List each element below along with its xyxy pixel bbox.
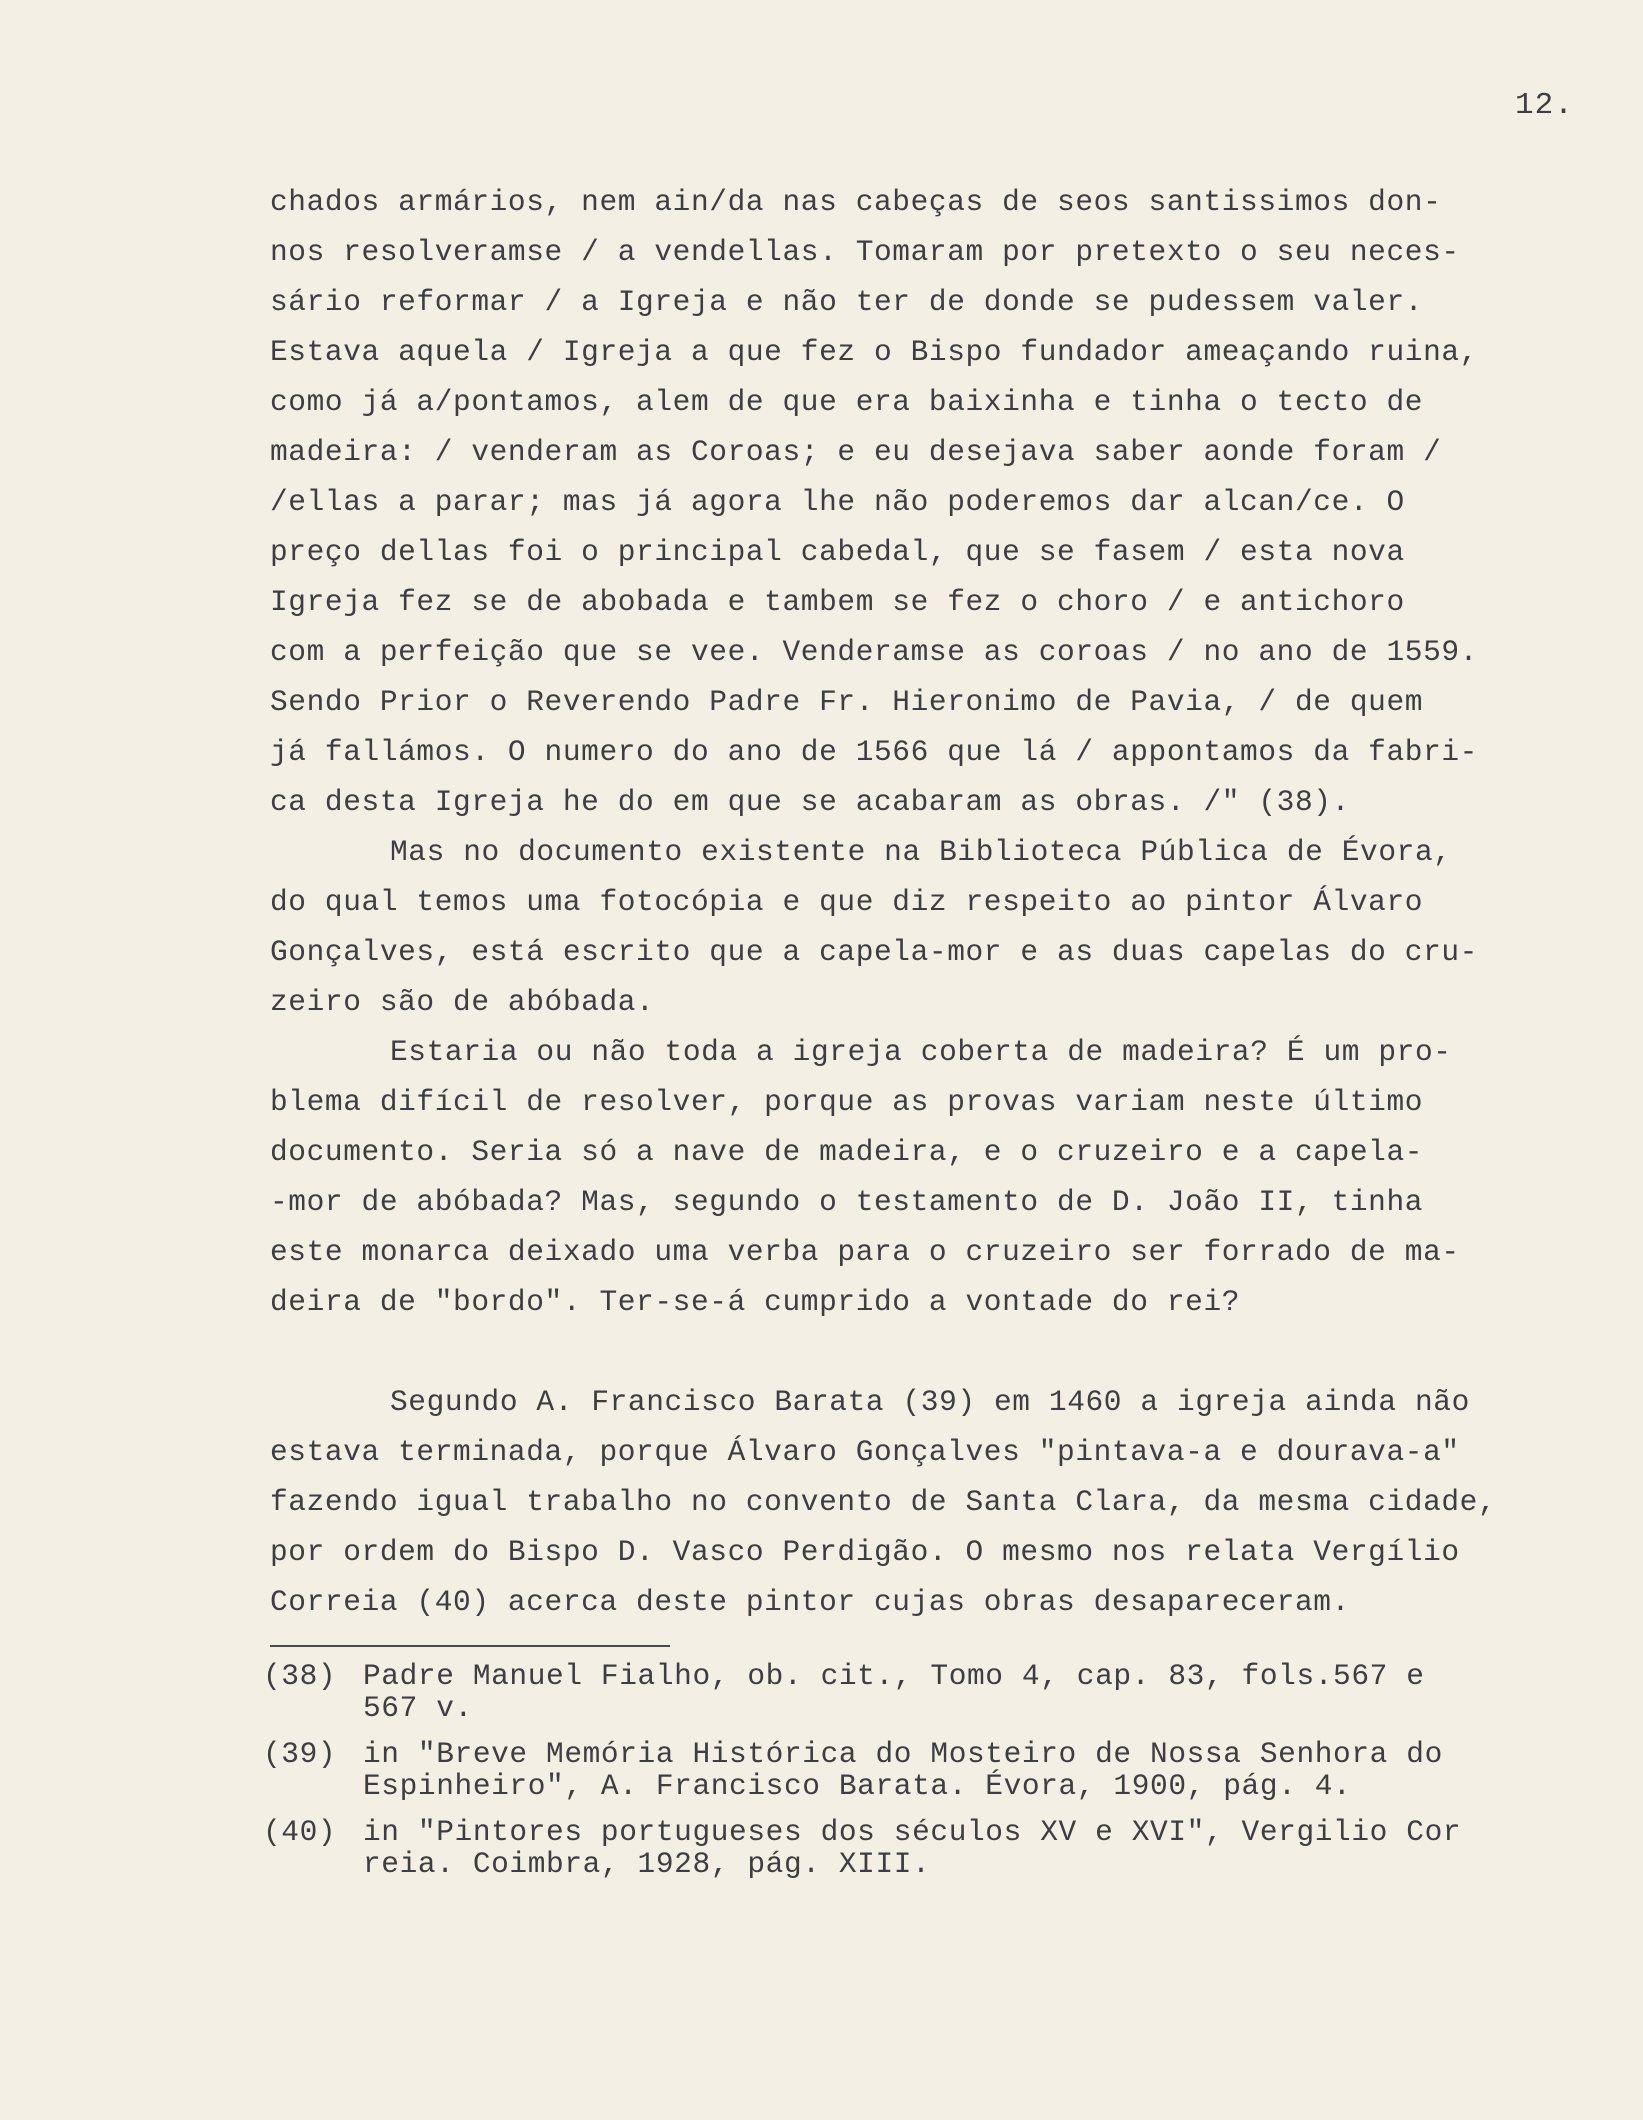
page-number: 12. bbox=[1515, 88, 1574, 123]
text-line: ca desta Igreja he do em que se acabaram as obras. /" (38). bbox=[270, 785, 1350, 819]
text-line: Segundo A. Francisco Barata (39) em 1460 a igreja ainda não bbox=[390, 1385, 1470, 1419]
footnote-number: (39) bbox=[263, 1737, 337, 1771]
text-line: chados armários, nem ain/da nas cabeças de seos santissimos don- bbox=[270, 185, 1442, 219]
footnote-text-line: 567 v. bbox=[363, 1691, 473, 1725]
text-line: Estava aquela / Igreja a que fez o Bispo fundador ameaçando ruina, bbox=[270, 335, 1478, 369]
text-line: preço dellas foi o principal cabedal, que se fasem / esta nova bbox=[270, 535, 1405, 569]
footnote-divider bbox=[270, 1645, 670, 1647]
footnote-text-line: in "Breve Memória Histórica do Mosteiro de Nossa Senhora do bbox=[363, 1737, 1443, 1771]
footnotes bbox=[263, 1660, 1603, 1894]
text-line: fazendo igual trabalho no convento de Santa Clara, da mesma cidade, bbox=[270, 1485, 1497, 1519]
text-line: /ellas a parar; mas já agora lhe não poderemos dar alcan/ce. O bbox=[270, 485, 1405, 519]
text-line: como já a/pontamos, alem de que era baixinha e tinha o tecto de bbox=[270, 385, 1424, 419]
footnote-number: (40) bbox=[263, 1815, 337, 1849]
text-line: madeira: / venderam as Coroas; e eu desejava saber aonde foram / bbox=[270, 435, 1442, 469]
text-line: Gonçalves, está escrito que a capela-mor e as duas capelas do cru- bbox=[270, 935, 1478, 969]
text-line: estava terminada, porque Álvaro Gonçalves "pintava-a e dourava-a" bbox=[270, 1435, 1460, 1469]
text-line: este monarca deixado uma verba para o cruzeiro ser forrado de ma- bbox=[270, 1235, 1460, 1269]
body-text bbox=[270, 177, 1600, 1627]
text-line: com a perfeição que se vee. Venderamse as coroas / no ano de 1559. bbox=[270, 635, 1478, 669]
text-line: Estaria ou não toda a igreja coberta de madeira? É um pro- bbox=[390, 1035, 1452, 1069]
text-line: Correia (40) acerca deste pintor cujas obras desapareceram. bbox=[270, 1585, 1350, 1619]
footnote-text-line: Padre Manuel Fialho, ob. cit., Tomo 4, cap. 83, fols.567 e bbox=[363, 1659, 1425, 1693]
paragraph-gap bbox=[270, 1327, 1600, 1377]
text-line: sário reformar / a Igreja e não ter de donde se pudessem valer. bbox=[270, 285, 1424, 319]
footnote bbox=[263, 1816, 1603, 1880]
text-line: do qual temos uma fotocópia e que diz respeito ao pintor Álvaro bbox=[270, 885, 1424, 919]
footnote-text-line: reia. Coimbra, 1928, pág. XIII. bbox=[363, 1847, 931, 1881]
text-line: nos resolveramse / a vendellas. Tomaram por pretexto o seu neces- bbox=[270, 235, 1460, 269]
text-line: Igreja fez se de abobada e tambem se fez o choro / e antichoro bbox=[270, 585, 1405, 619]
text-line: zeiro são de abóbada. bbox=[270, 985, 655, 1019]
text-line: -mor de abóbada? Mas, segundo o testamento de D. João II, tinha bbox=[270, 1185, 1424, 1219]
footnote-text-line: Espinheiro", A. Francisco Barata. Évora, 1900, pág. 4. bbox=[363, 1769, 1352, 1803]
text-line: por ordem do Bispo D. Vasco Perdigão. O mesmo nos relata Vergílio bbox=[270, 1535, 1460, 1569]
text-line: deira de "bordo". Ter-se-á cumprido a vontade do rei? bbox=[270, 1285, 1241, 1319]
text-line: Sendo Prior o Reverendo Padre Fr. Hieronimo de Pavia, / de quem bbox=[270, 685, 1424, 719]
footnote-number: (38) bbox=[263, 1659, 337, 1693]
footnote bbox=[263, 1660, 1603, 1724]
footnote-text-line: in "Pintores portugueses dos séculos XV e XVI", Vergilio Cor bbox=[363, 1815, 1462, 1849]
text-line: Mas no documento existente na Biblioteca Pública de Évora, bbox=[390, 835, 1452, 869]
text-line: blema difícil de resolver, porque as provas variam neste último bbox=[270, 1085, 1424, 1119]
footnote bbox=[263, 1738, 1603, 1802]
text-line: documento. Seria só a nave de madeira, e o cruzeiro e a capela- bbox=[270, 1135, 1424, 1169]
text-line: já fallámos. O numero do ano de 1566 que lá / appontamos da fabri- bbox=[270, 735, 1478, 769]
